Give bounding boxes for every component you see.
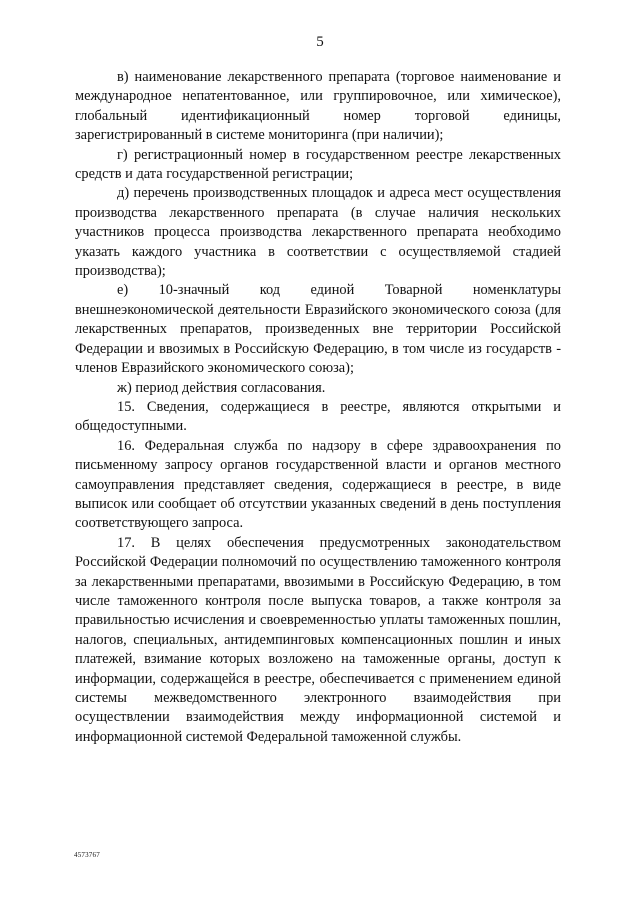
document-body bbox=[75, 68, 561, 747]
paragraph-item-zh: ж) период действия согласования. bbox=[117, 379, 326, 396]
page-number: 5 bbox=[316, 34, 324, 50]
paragraph-17: 17. В целях обеспечения предусмотренных законодательством Российской Федерации полномочий по осуществлению таможенного контроля за лекарственными препаратами, ввозимыми в Российскую Федерацию, в том числе таможенного контроля после выпуска товаров, а также контроля за правильностью исчисления и своевременностью уплаты таможенных пошлин, налогов, специальных, антидемпинговых компенсационных пошлин и иных платежей, взимание которых возложено на таможенные органы, доступ к информации, содержащейся в реестре, обеспечивается с применением единой системы межведомственного электронного взаимодействия при осуществлении взаимодействия между информационной системой и информационной системой Федеральной таможенной службы. bbox=[75, 534, 561, 745]
paragraph-item-g: г) регистрационный номер в государственном реестре лекарственных средств и дата государственной регистрации; bbox=[75, 146, 561, 183]
paragraph-item-v: в) наименование лекарственного препарата (торговое наименование и международное непатентованное, или группировочное, или химическое), глобальный идентификационный номер торговой единицы, зарегистрированный в системе мониторинга (при наличии); bbox=[75, 69, 561, 144]
paragraph-item-d: д) перечень производственных площадок и адреса мест осуществления производства лекарственного препарата (в случае наличия нескольких участников процесса производства лекарственного препарата необходимо указать каждого участника в соответствии с осуществляемой стадией производства); bbox=[75, 185, 561, 280]
paragraph-16: 16. Федеральная служба по надзору в сфере здравоохранения по письменному запросу органов государственной власти и органов местного самоуправления представляет сведения, содержащиеся в реестре, в виде выписок или сообщает об отсутствии указанных сведений в день поступления соответствующего запроса. bbox=[75, 437, 561, 532]
paragraph-15: 15. Сведения, содержащиеся в реестре, являются открытыми и общедоступными. bbox=[75, 398, 561, 435]
document-id: 4573767 bbox=[74, 851, 100, 859]
paragraph-item-e: е) 10-значный код единой Товарной номенклатуры внешнеэкономической деятельности Евразийского экономического союза (для лекарственных препаратов, произведенных вне территории Российской Федерации и ввозимых в Российскую Федерацию, в том числе из государств - членов Евразийского экономического союза); bbox=[75, 282, 561, 377]
